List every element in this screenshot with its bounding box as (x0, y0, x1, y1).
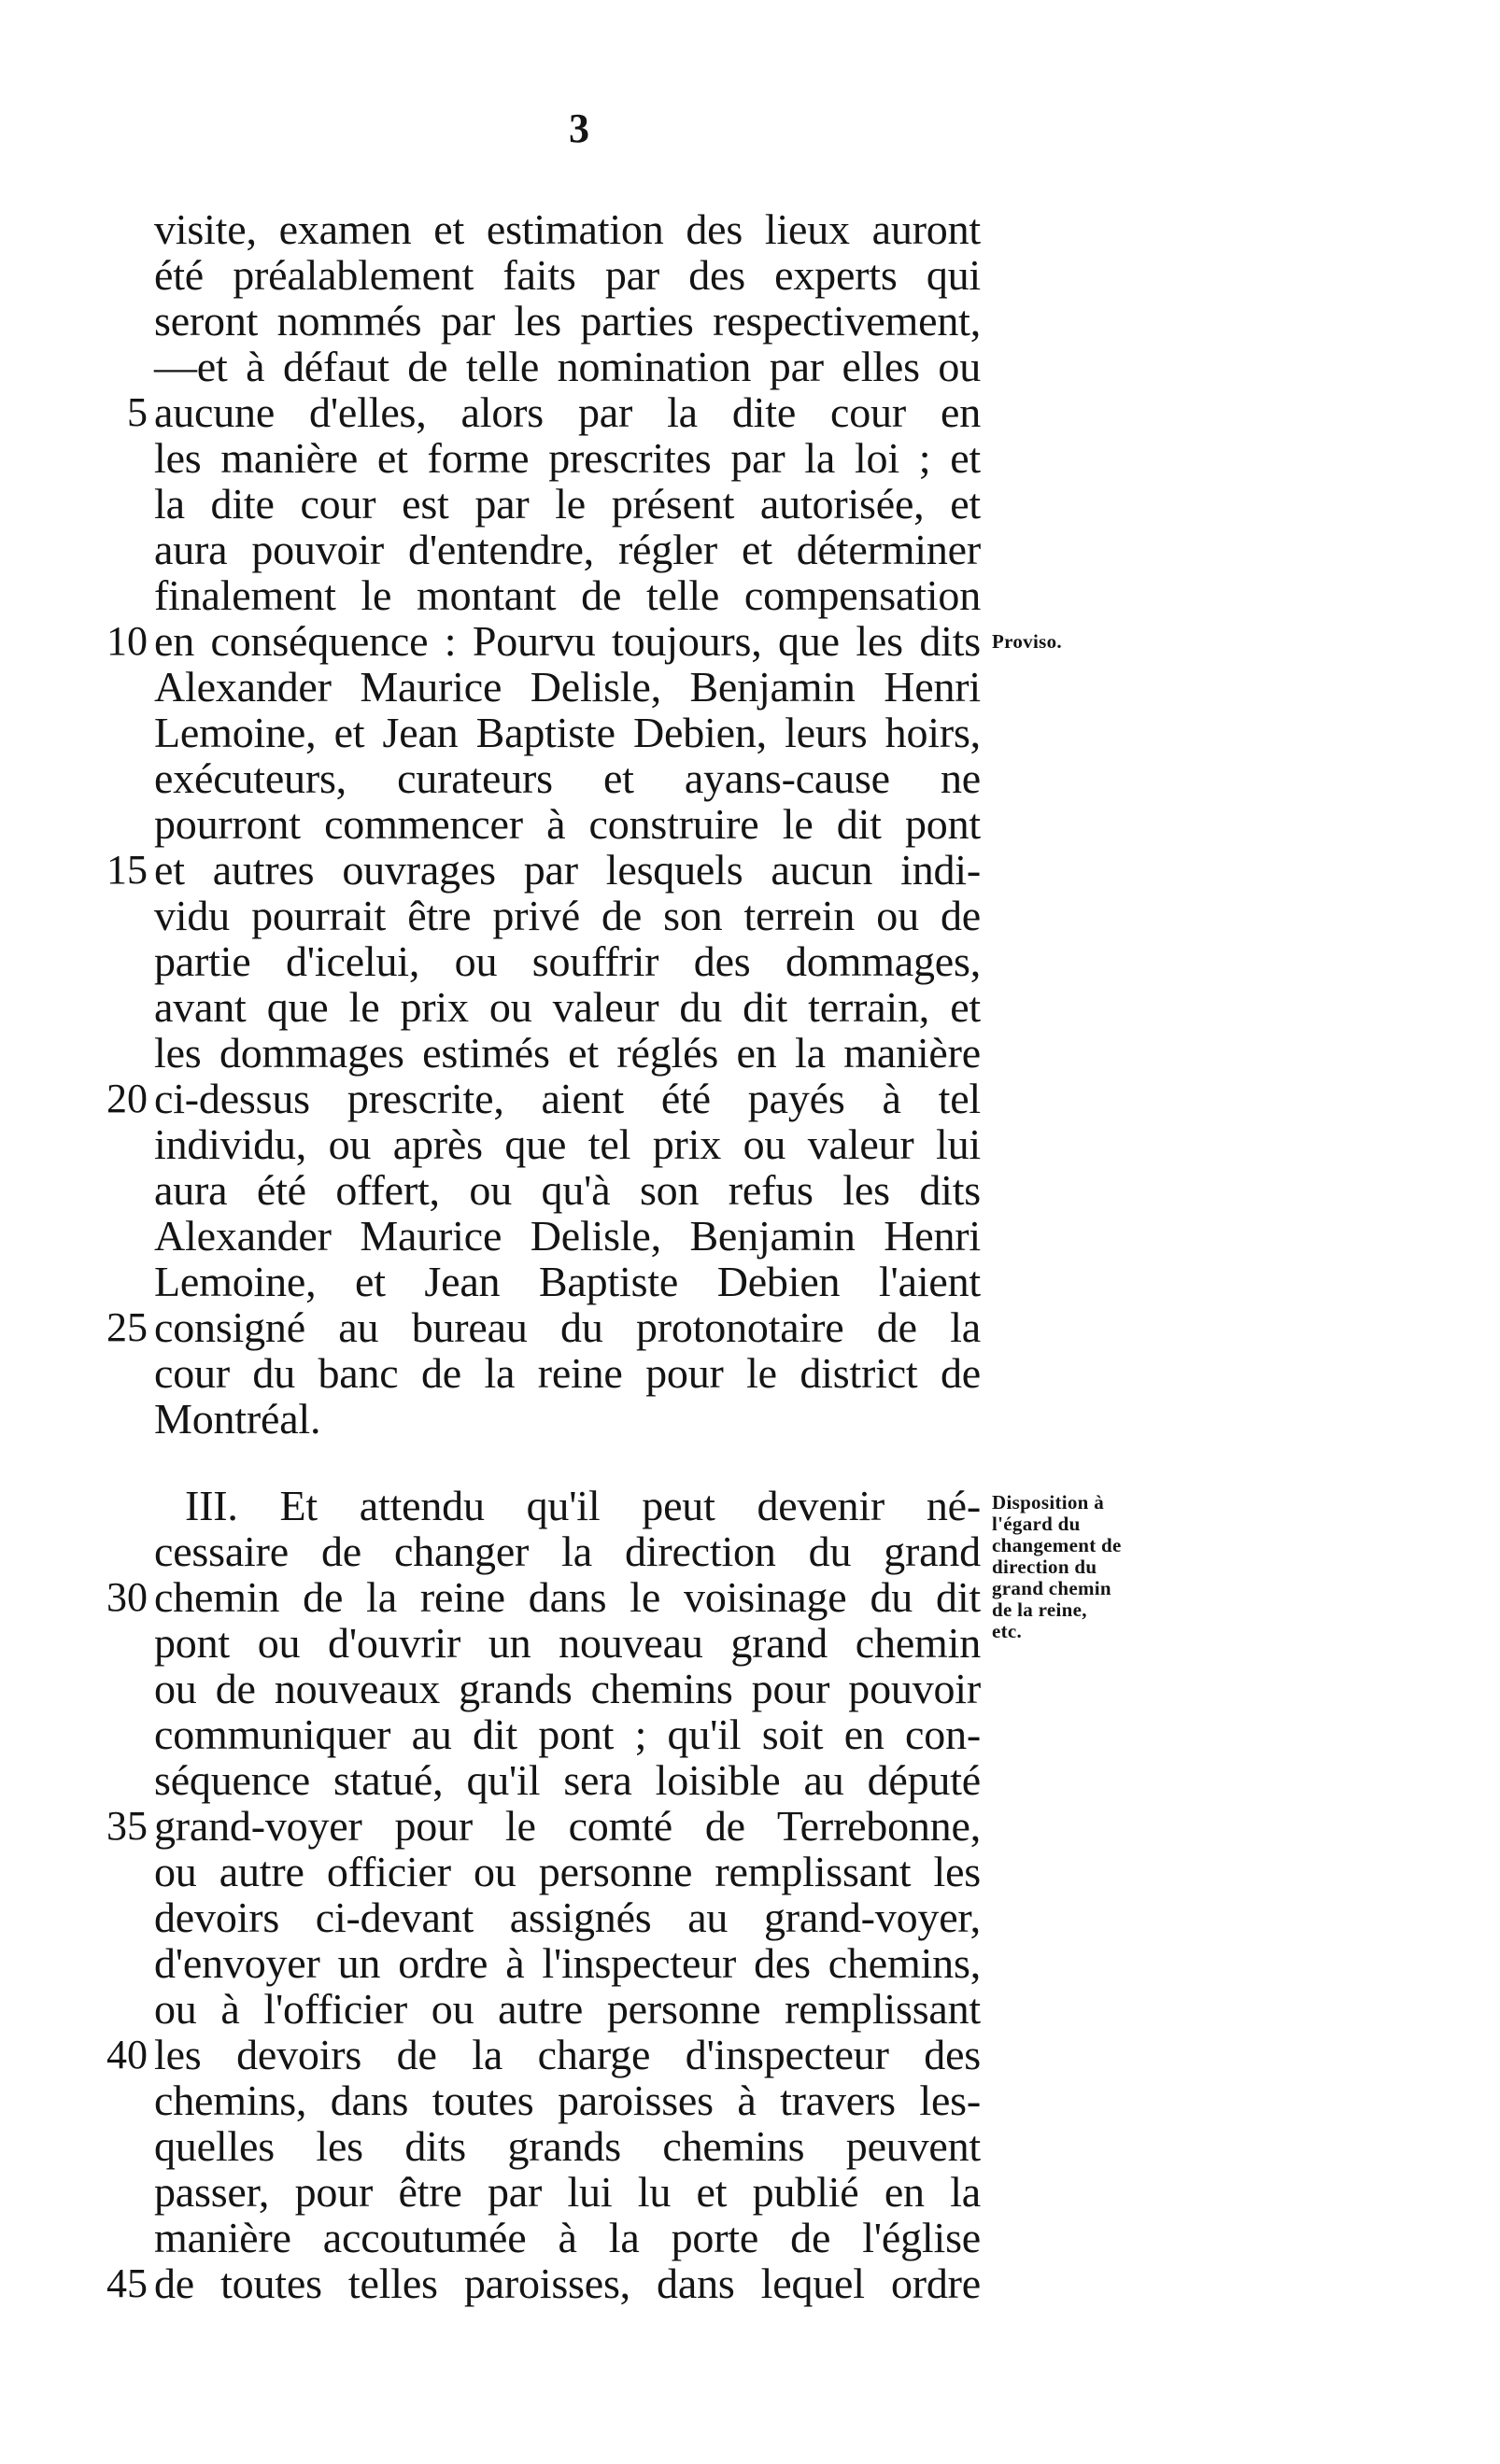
text-line: pourront commencer à construire le dit pont (154, 800, 981, 848)
text-line: ci-dessus prescrite, aient été payés à tel (154, 1075, 981, 1122)
line-number: 35 (106, 1803, 148, 1849)
margin-note-line: etc. (992, 1620, 1023, 1642)
text-line: les dommages estimés et réglés en la manière (154, 1029, 981, 1077)
text-line: avant que le prix ou valeur du dit terrain, et (154, 983, 981, 1031)
text-line: ou de nouveaux grands chemins pour pouvoir (154, 1665, 981, 1712)
margin-note-line: Proviso. (992, 630, 1062, 653)
text-line: les devoirs de la charge d'inspecteur des (154, 2031, 981, 2078)
line-number: 45 (106, 2260, 148, 2306)
text-line: seront nommés par les parties respectivement, (154, 297, 981, 345)
margin-note-line: direction du (992, 1556, 1097, 1578)
text-line: vidu pourrait être privé de son terrein ou de (154, 892, 981, 939)
text-line: aucune d'elles, alors par la dite cour en (154, 388, 981, 436)
text-line: et autres ouvrages par lesquels aucun indi- (154, 846, 981, 894)
text-line: les manière et forme prescrites par la loi ; et (154, 434, 981, 482)
line-number: 40 (106, 2032, 148, 2077)
line-number: 25 (106, 1304, 148, 1350)
line-number: 30 (106, 1574, 148, 1620)
text-line: devoirs ci-devant assignés au grand-voyer, (154, 1894, 981, 1941)
margin-note-line: grand chemin (992, 1577, 1111, 1599)
text-line: de toutes telles paroisses, dans lequel ordre (154, 2260, 981, 2307)
text-line: été préalablement faits par des experts qui (154, 251, 981, 299)
text-line: consigné au bureau du protonotaire de la (154, 1303, 981, 1351)
margin-note-disposition (992, 1492, 1188, 1642)
text-line: grand-voyer pour le comté de Terrebonne, (154, 1802, 981, 1850)
text-line: chemin de la reine dans le voisinage du dit (154, 1573, 981, 1621)
margin-note-line: l'égard du (992, 1513, 1081, 1535)
text-line: visite, examen et estimation des lieux auront (154, 205, 981, 253)
line-number: 20 (106, 1076, 148, 1121)
text-line: manière accoutumée à la porte de l'église (154, 2214, 981, 2261)
text-line: séquence statué, qu'il sera loisible au député (154, 1756, 981, 1804)
text-line: partie d'icelui, ou souffrir des dommages, (154, 937, 981, 985)
text-line: d'envoyer un ordre à l'inspecteur des chemins, (154, 1939, 981, 1987)
text-line: la dite cour est par le présent autorisée, et (154, 480, 981, 528)
text-line: Lemoine, et Jean Baptiste Debien l'aient (154, 1258, 981, 1305)
text-line: Alexander Maurice Delisle, Benjamin Henri (154, 663, 981, 711)
text-line: aura été offert, ou qu'à son refus les dits (154, 1166, 981, 1214)
text-line: exécuteurs, curateurs et ayans-cause ne (154, 754, 981, 802)
line-number: 10 (106, 618, 148, 664)
margin-note-line: changement de (992, 1534, 1122, 1556)
text-line: quelles les dits grands chemins peuvent (154, 2122, 981, 2170)
text-line: ou à l'officier ou autre personne remplissant (154, 1985, 981, 2033)
text-line: aura pouvoir d'entendre, régler et déterminer (154, 526, 981, 573)
text-line: pont ou d'ouvrir un nouveau grand chemin (154, 1619, 981, 1667)
text-line: finalement le montant de telle compensation (154, 571, 981, 619)
page-number: 3 (569, 106, 589, 151)
text-line: Alexander Maurice Delisle, Benjamin Henri (154, 1212, 981, 1260)
line-number: 5 (127, 389, 148, 435)
text-line: —et à défaut de telle nomination par elles ou (154, 343, 981, 390)
line-number: 15 (106, 847, 148, 893)
text-line: passer, pour être par lui lu et publié en la (154, 2168, 981, 2216)
margin-note-proviso (992, 631, 1188, 653)
margin-note-line: de la reine, (992, 1598, 1087, 1621)
text-line: en conséquence : Pourvu toujours, que les dits (154, 617, 981, 665)
text-line: cessaire de changer la direction du grand (154, 1528, 981, 1575)
text-line: Montréal. (154, 1395, 321, 1443)
text-line: chemins, dans toutes paroisses à travers les- (154, 2077, 981, 2124)
text-line: Lemoine, et Jean Baptiste Debien, leurs hoirs, (154, 709, 981, 756)
text-line: individu, ou après que tel prix ou valeur lui (154, 1120, 981, 1168)
text-line: communiquer au dit pont ; qu'il soit en con- (154, 1711, 981, 1758)
text-line: ou autre officier ou personne remplissant les (154, 1848, 981, 1895)
margin-note-line: Disposition à (992, 1491, 1105, 1514)
section-heading-line: III. Et attendu qu'il peut devenir né- (185, 1482, 981, 1529)
text-line: cour du banc de la reine pour le district de (154, 1349, 981, 1397)
